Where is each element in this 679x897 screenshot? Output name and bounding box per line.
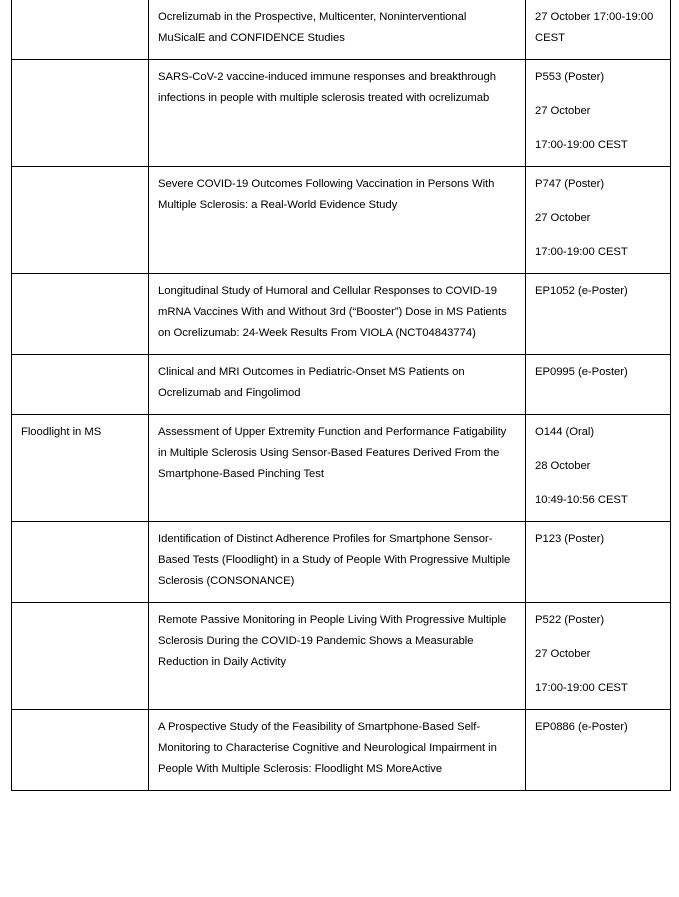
session-detail-line: EP0995 (e-Poster) [535, 366, 628, 378]
table-row [12, 415, 671, 522]
table-row [12, 603, 671, 710]
session-details-cell [526, 710, 671, 791]
agenda-table [11, 0, 671, 791]
table-row [12, 710, 671, 791]
presentation-title-cell: Assessment of Upper Extremity Function and Performance Fatigability in Multiple Sclerosis Using Sensor-Based Features Derived From the Smartphone-Based Pinching Test [149, 415, 526, 522]
session-details-cell [526, 0, 671, 60]
session-detail-line: 10:49-10:56 CEST [535, 494, 628, 506]
session-detail-line: 27 October [535, 105, 591, 117]
table-row [12, 60, 671, 167]
session-detail-line: 17:00-19:00 CEST [535, 682, 628, 694]
session-details-cell [526, 274, 671, 355]
topic-cell: Floodlight in MS [12, 415, 149, 522]
topic-cell [12, 274, 149, 355]
session-detail-line: 27 October 17:00-19:00 CEST [535, 11, 654, 44]
session-detail-line: 27 October [535, 212, 591, 224]
table-row [12, 167, 671, 274]
session-details-cell [526, 522, 671, 603]
session-detail-line: P522 (Poster) [535, 614, 605, 626]
topic-cell [12, 522, 149, 603]
topic-cell [12, 167, 149, 274]
session-detail-line: EP0886 (e-Poster) [535, 721, 628, 733]
presentation-title-cell: Severe COVID-19 Outcomes Following Vaccination in Persons With Multiple Sclerosis: a Real-World Evidence Study [149, 167, 526, 274]
session-detail-line: EP1052 (e-Poster) [535, 285, 628, 297]
topic-cell [12, 60, 149, 167]
session-detail-line: 27 October [535, 648, 591, 660]
session-details-cell [526, 355, 671, 415]
table-row [12, 274, 671, 355]
session-details-cell [526, 415, 671, 522]
session-detail-line: P123 (Poster) [535, 533, 605, 545]
session-details-cell [526, 60, 671, 167]
session-details-cell [526, 603, 671, 710]
presentation-title-cell: A Prospective Study of the Feasibility of Smartphone-Based Self-Monitoring to Characterise Cognitive and Neurological Impairment in People With Multiple Sclerosis: Floodlight MS MoreActive [149, 710, 526, 791]
topic-cell [12, 355, 149, 415]
session-detail-line: 17:00-19:00 CEST [535, 139, 628, 151]
presentation-title-cell: SARS-CoV-2 vaccine-induced immune responses and breakthrough infections in people with multiple sclerosis treated with ocrelizumab [149, 60, 526, 167]
presentation-title-cell: Identification of Distinct Adherence Profiles for Smartphone Sensor-Based Tests (Floodlight) in a Study of People With Progressive Multiple Sclerosis (CONSONANCE) [149, 522, 526, 603]
topic-cell [12, 710, 149, 791]
session-detail-line: 17:00-19:00 CEST [535, 246, 628, 258]
session-detail-line: 28 October [535, 460, 591, 472]
session-details-cell [526, 167, 671, 274]
agenda-table-body [12, 0, 671, 791]
session-detail-line: P553 (Poster) [535, 71, 605, 83]
presentation-title-cell: Clinical and MRI Outcomes in Pediatric-Onset MS Patients on Ocrelizumab and Fingolimod [149, 355, 526, 415]
table-row [12, 0, 671, 60]
session-detail-line: O144 (Oral) [535, 426, 595, 438]
table-row [12, 355, 671, 415]
topic-cell [12, 0, 149, 60]
presentation-title-cell: Remote Passive Monitoring in People Living With Progressive Multiple Sclerosis During the COVID-19 Pandemic Shows a Measurable Reduction in Daily Activity [149, 603, 526, 710]
session-detail-line: P747 (Poster) [535, 178, 605, 190]
presentation-title-cell: Ocrelizumab in the Prospective, Multicenter, Noninterventional MuSicalE and CONFIDENCE Studies [149, 0, 526, 60]
presentation-title-cell: Longitudinal Study of Humoral and Cellular Responses to COVID-19 mRNA Vaccines With and Without 3rd (“Booster”) Dose in MS Patients on Ocrelizumab: 24-Week Results From VIOLA (NCT04843774) [149, 274, 526, 355]
topic-cell [12, 603, 149, 710]
table-row [12, 522, 671, 603]
